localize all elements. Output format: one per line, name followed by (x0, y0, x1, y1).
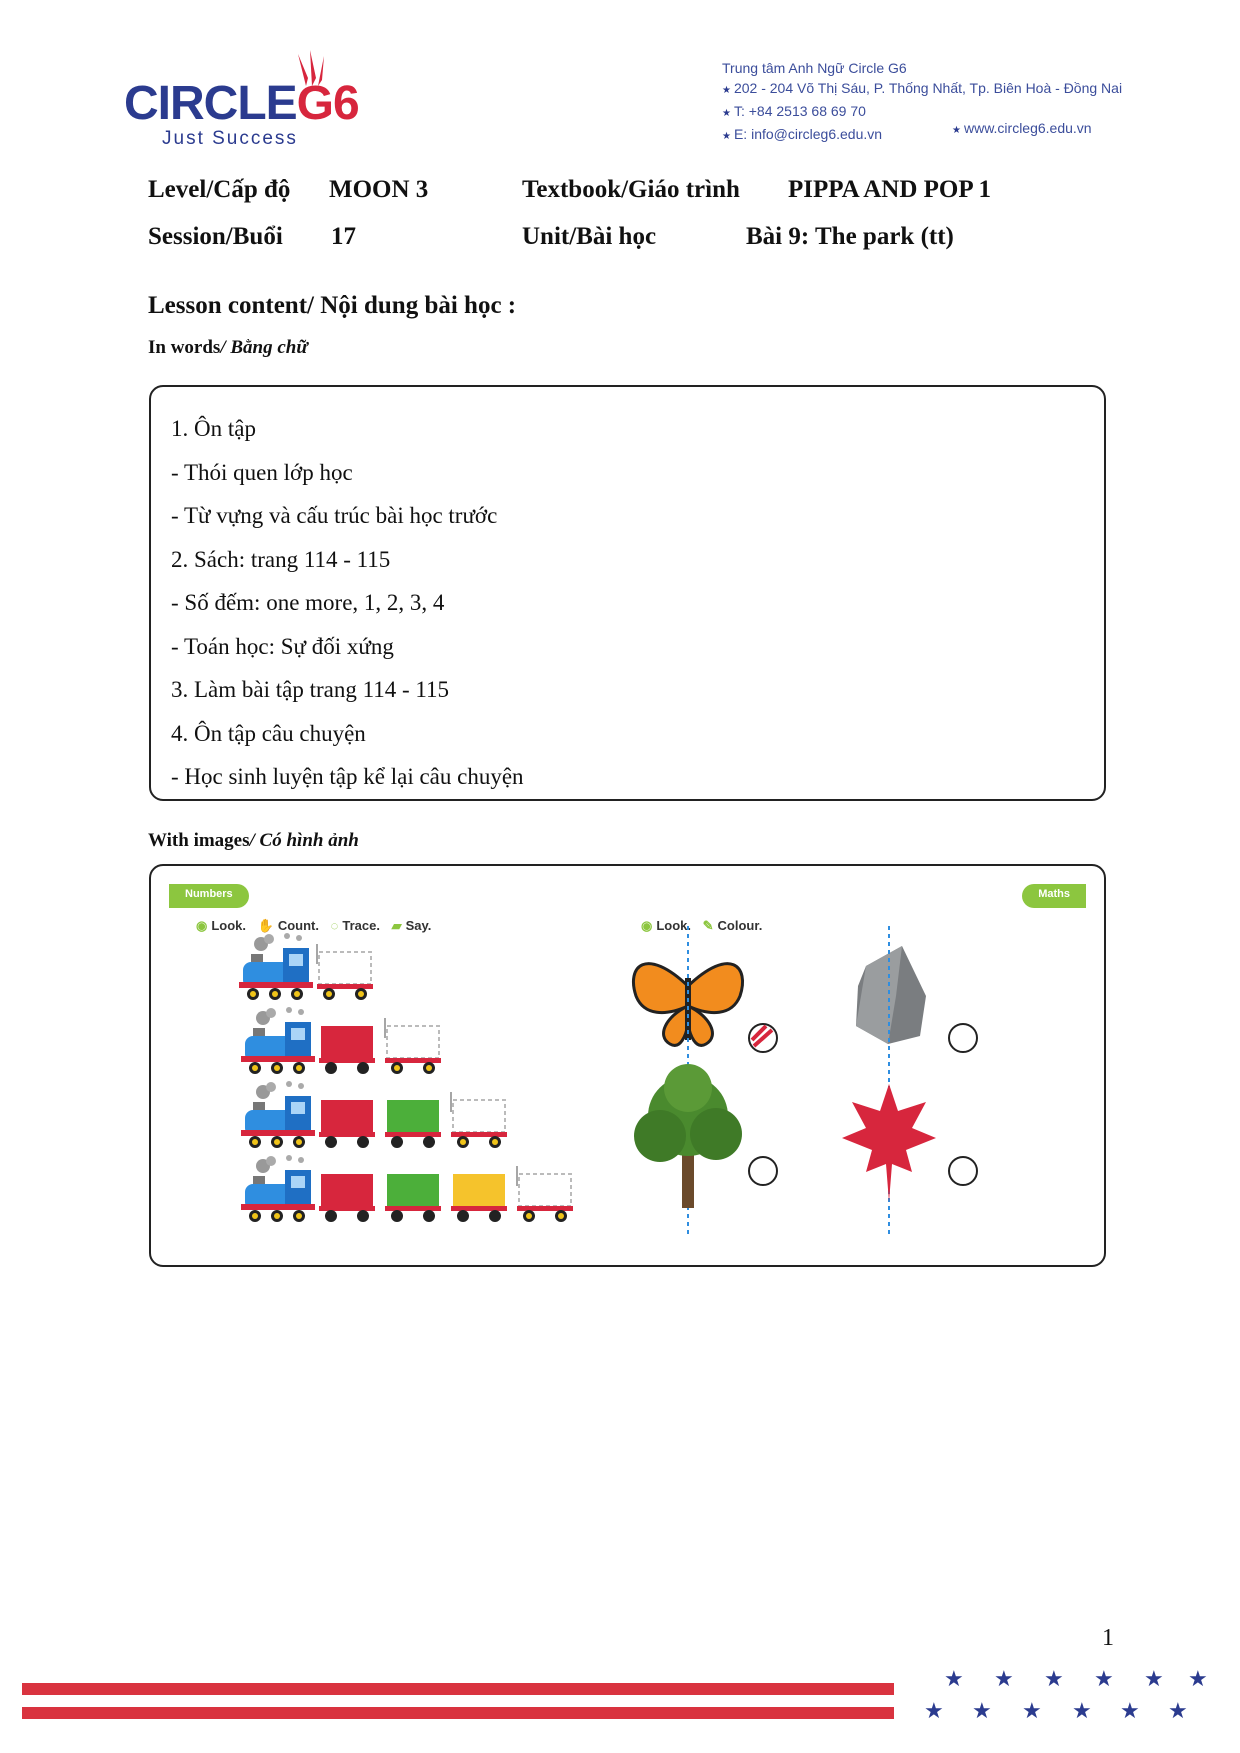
lesson-line: 1. Ôn tập (171, 416, 256, 441)
hand-icon: ✋ (257, 918, 274, 933)
phone: T: +84 2513 68 69 70 (733, 103, 866, 119)
star-icon: ★ (1094, 1667, 1114, 1692)
lesson-line: - Số đếm: one more, 1, 2, 3, 4 (171, 590, 445, 615)
level-label: Level/Cấp độ (148, 176, 291, 203)
unit-label: Unit/Bài học (522, 223, 657, 250)
star-icon: ★ (1072, 1699, 1092, 1724)
star-icon: ★ (972, 1699, 992, 1724)
lesson-line: 3. Làm bài tập trang 114 - 115 (171, 677, 450, 702)
session-label: Session/Buổi (148, 223, 283, 250)
lesson-content-title: Lesson content/ Nội dung bài học : (148, 292, 517, 319)
logo-wordmark: CIRCLEG6 (124, 77, 359, 130)
center-name: Trung tâm Anh Ngữ Circle G6 (722, 60, 907, 76)
maths-pill: Maths (1022, 884, 1086, 908)
answer-circle-rock[interactable] (949, 1024, 977, 1052)
star-icon: ★ (1022, 1699, 1042, 1724)
lesson-line: 4. Ôn tập câu chuyện (171, 720, 366, 746)
star-icon: ★ (722, 131, 731, 142)
address: 202 - 204 Võ Thị Sáu, P. Thống Nhất, Tp. Biên Hoà - Đồng Nai (733, 80, 1123, 96)
numbers-instructions: ◉ Look. ✋ Count. ◌ Trace. ▰ Say. (196, 918, 432, 933)
textbook-label: Textbook/Giáo trình (522, 176, 740, 203)
footer-stripe (22, 1683, 894, 1695)
unit-value: Bài 9: The park (tt) (746, 223, 954, 250)
eye-icon: ◉ (196, 918, 208, 933)
email: E: info@circleg6.edu.vn (733, 126, 883, 142)
yellow-car (453, 1174, 505, 1206)
red-car (321, 1026, 373, 1058)
trace-icon: ◌ (330, 918, 339, 933)
star-icon: ★ (1120, 1699, 1140, 1724)
star-icon: ★ (722, 85, 731, 96)
maths-instructions: ◉ Look. ✎ Colour. (641, 918, 763, 933)
lesson-line: - Từ vựng và cấu trúc bài học trước (171, 503, 498, 528)
speech-icon: ▰ (391, 918, 402, 933)
footer-stars-decoration (904, 1660, 1208, 1730)
tree-image (634, 1064, 742, 1208)
contact-info (722, 58, 1142, 147)
lesson-images-box (149, 864, 1106, 1267)
session-value: 17 (331, 223, 356, 250)
star-icon: ★ (1188, 1667, 1208, 1692)
symmetry-illustration (606, 906, 1076, 1246)
with-images-label: With images/ Có hình ảnh (148, 830, 359, 851)
lesson-line: - Học sinh luyện tập kể lại câu chuyện (171, 764, 524, 789)
star-icon: ★ (944, 1667, 964, 1692)
footer-stripe (22, 1707, 894, 1719)
circle-g6-logo (124, 48, 374, 148)
lesson-line: 2. Sách: trang 114 - 115 (171, 546, 391, 572)
lesson-line: - Toán học: Sự đối xứng (171, 633, 394, 659)
star-icon: ★ (1144, 1667, 1164, 1692)
trains-illustration (239, 936, 599, 1236)
star-icon: ★ (952, 125, 961, 136)
lesson-text-box (149, 385, 1106, 801)
textbook-value: PIPPA AND POP 1 (788, 176, 992, 203)
maple-leaf-image (842, 1084, 936, 1202)
star-icon: ★ (722, 108, 731, 119)
logo-tagline: Just Success (162, 128, 298, 149)
level-value: MOON 3 (329, 176, 429, 203)
star-icon: ★ (1168, 1699, 1188, 1724)
star-icon: ★ (924, 1699, 944, 1724)
numbers-pill: Numbers (169, 884, 249, 908)
lesson-line: - Thói quen lớp học (171, 459, 353, 485)
page-number: 1 (1102, 1625, 1114, 1651)
in-words-label: In words/ Bằng chữ (148, 337, 308, 358)
website: www.circleg6.edu.vn (963, 120, 1092, 136)
eye-icon: ◉ (641, 918, 653, 933)
answer-circle-leaf[interactable] (949, 1157, 977, 1185)
rock-image (856, 946, 926, 1044)
green-car (387, 1100, 439, 1132)
answer-circle-tree[interactable] (749, 1157, 777, 1185)
star-icon: ★ (1044, 1667, 1064, 1692)
star-icon: ★ (994, 1667, 1014, 1692)
pencil-icon: ✎ (702, 918, 714, 933)
